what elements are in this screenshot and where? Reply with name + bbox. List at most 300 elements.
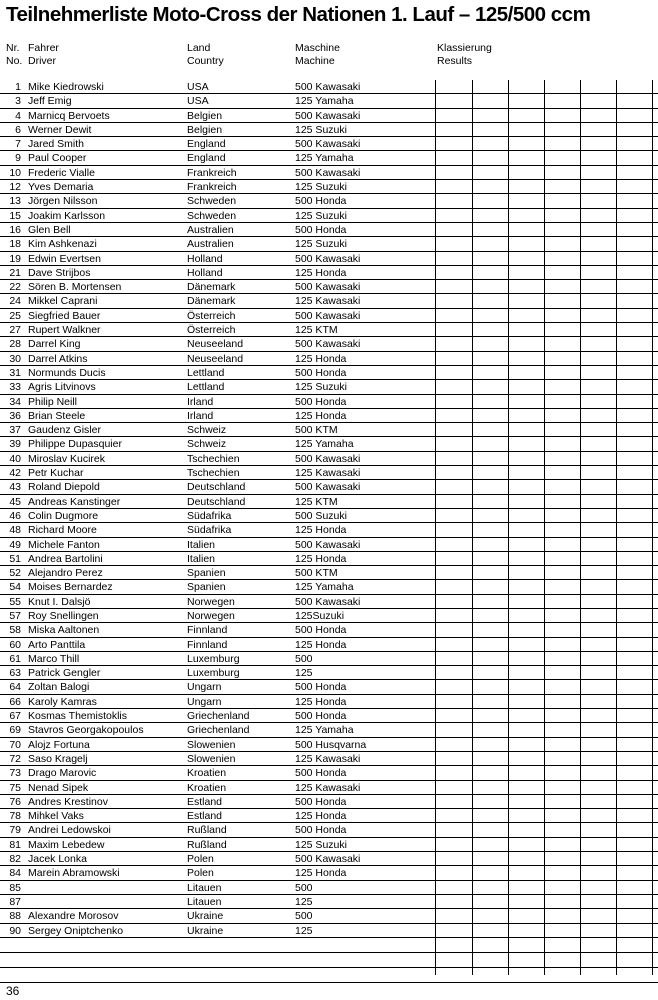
driver-name: Andrei Ledowskoi <box>28 824 111 837</box>
header-country-en: Country <box>187 55 224 67</box>
machine: 125 Honda <box>295 695 347 708</box>
row-number: 24 <box>9 295 21 308</box>
country: Ungarn <box>187 681 222 694</box>
driver-name: Sören B. Mortensen <box>28 281 122 294</box>
machine: 125 Yamaha <box>295 152 354 165</box>
country: Griechenland <box>187 724 250 737</box>
table-row <box>0 895 658 909</box>
table-row <box>0 552 658 566</box>
country: Tschechien <box>187 452 240 465</box>
header-country <box>187 42 224 68</box>
row-number: 21 <box>9 266 21 279</box>
driver-name: Brian Steele <box>28 409 86 422</box>
header-results <box>437 42 492 68</box>
table-row <box>0 495 658 509</box>
table-row <box>0 237 658 251</box>
table-row <box>0 924 658 938</box>
country: Österreich <box>187 324 236 337</box>
driver-name: Richard Moore <box>28 524 97 537</box>
machine: 125 Honda <box>295 810 347 823</box>
machine: 125 Suzuki <box>295 838 347 851</box>
country: Neuseeland <box>187 352 244 365</box>
table-row <box>0 280 658 294</box>
row-number: 7 <box>15 138 21 151</box>
country: Luxemburg <box>187 652 240 665</box>
country: Australien <box>187 223 234 236</box>
machine: 500 Husqvarna <box>295 738 367 751</box>
machine: 500 <box>295 910 313 923</box>
country: Kroatien <box>187 767 227 780</box>
driver-name: Edwin Evertsen <box>28 252 101 265</box>
table-row <box>0 366 658 380</box>
machine: 500 Kawasaki <box>295 481 361 494</box>
machine: 500 Kawasaki <box>295 138 361 151</box>
machine: 500 Honda <box>295 195 347 208</box>
driver-name: Paul Cooper <box>28 152 87 165</box>
row-number: 49 <box>9 538 21 551</box>
header-nr-en: No. <box>6 55 23 67</box>
row-number: 4 <box>15 109 21 122</box>
table-row <box>0 166 658 180</box>
driver-name: Colin Dugmore <box>28 509 99 522</box>
machine: 500 Kawasaki <box>295 166 361 179</box>
row-number: 81 <box>9 838 21 851</box>
table-row <box>0 423 658 437</box>
table-row <box>0 752 658 766</box>
row-number: 75 <box>9 781 21 794</box>
machine: 500 Honda <box>295 710 347 723</box>
empty-row <box>0 938 658 953</box>
country: Südafrika <box>187 524 232 537</box>
country: Belgien <box>187 123 223 136</box>
table-row <box>0 652 658 666</box>
machine: 125 Kawasaki <box>295 781 361 794</box>
row-number: 22 <box>9 281 21 294</box>
country: Finnland <box>187 638 228 651</box>
country: Griechenland <box>187 710 250 723</box>
header-results-en: Results <box>437 55 473 67</box>
row-number: 72 <box>9 752 21 765</box>
row-number: 54 <box>9 581 21 594</box>
country: Estland <box>187 810 223 823</box>
machine: 125 Honda <box>295 266 347 279</box>
row-number: 30 <box>9 352 21 365</box>
driver-name: Normunds Ducis <box>28 366 106 379</box>
table-row <box>0 294 658 308</box>
table-row <box>0 180 658 194</box>
country: Frankreich <box>187 181 237 194</box>
machine: 125 Yamaha <box>295 724 354 737</box>
machine: 125 Kawasaki <box>295 467 361 480</box>
country: Tschechien <box>187 467 240 480</box>
driver-name: Marco Thill <box>28 652 80 665</box>
table-row <box>0 437 658 451</box>
table-row <box>0 709 658 723</box>
table-row <box>0 909 658 923</box>
row-number: 84 <box>9 867 21 880</box>
table-row <box>0 266 658 280</box>
row-number: 87 <box>9 895 21 908</box>
table-row <box>0 723 658 737</box>
table-row <box>0 509 658 523</box>
row-number: 51 <box>9 552 21 565</box>
driver-name: Mike Kiedrowski <box>28 81 104 93</box>
row-number: 57 <box>9 609 21 622</box>
machine: 500 Honda <box>295 824 347 837</box>
driver-name: Andreas Kanstinger <box>28 495 121 508</box>
header-driver <box>28 42 59 68</box>
row-number: 78 <box>9 810 21 823</box>
table-row <box>0 695 658 709</box>
table-row <box>0 595 658 609</box>
row-number: 3 <box>15 95 21 108</box>
driver-name: Alexandre Morosov <box>28 910 119 923</box>
machine: 125 Yamaha <box>295 438 354 451</box>
country: Deutschland <box>187 481 246 494</box>
table-row <box>0 80 658 94</box>
row-number: 76 <box>9 795 21 808</box>
table-row <box>0 666 658 680</box>
table-row <box>0 738 658 752</box>
machine: 500 Kawasaki <box>295 452 361 465</box>
machine: 125 Suzuki <box>295 209 347 222</box>
table-row <box>0 609 658 623</box>
machine: 125 Honda <box>295 638 347 651</box>
machine: 125 Suzuki <box>295 123 347 136</box>
table-row <box>0 781 658 795</box>
country: Dänemark <box>187 295 236 308</box>
country: Slowenien <box>187 738 236 751</box>
driver-name: Andres Krestinov <box>28 795 108 808</box>
header-machine <box>295 42 340 68</box>
country: Lettland <box>187 381 225 394</box>
country: Kroatien <box>187 781 227 794</box>
driver-name: Werner Dewit <box>28 123 92 136</box>
table-row <box>0 852 658 866</box>
machine: 500 KTM <box>295 424 338 437</box>
country: Irland <box>187 395 214 408</box>
table-row <box>0 309 658 323</box>
driver-name: Miroslav Kucirek <box>28 452 106 465</box>
table-row <box>0 94 658 108</box>
driver-name: Patrick Gengler <box>28 667 101 680</box>
table-row <box>0 209 658 223</box>
country: Schweden <box>187 209 237 222</box>
driver-name: Zoltan Balogi <box>28 681 90 694</box>
header-machine-de: Maschine <box>295 42 340 54</box>
table-row <box>0 838 658 852</box>
row-number: 12 <box>9 181 21 194</box>
country: Ukraine <box>187 924 224 937</box>
table-row <box>0 409 658 423</box>
country: Südafrika <box>187 509 232 522</box>
country: Schweden <box>187 195 237 208</box>
row-number: 66 <box>9 695 21 708</box>
driver-name: Roy Snellingen <box>28 609 99 622</box>
table-row <box>0 795 658 809</box>
machine: 500 KTM <box>295 567 338 580</box>
row-number: 85 <box>9 881 21 894</box>
participant-list <box>0 80 658 983</box>
machine: 500 Kawasaki <box>295 595 361 608</box>
country: Rußland <box>187 838 227 851</box>
driver-name: Drago Marovic <box>28 767 97 780</box>
table-row <box>0 823 658 837</box>
table-row <box>0 123 658 137</box>
driver-name: Jeff Emig <box>28 95 72 108</box>
machine: 125 Yamaha <box>295 581 354 594</box>
machine: 500 Honda <box>295 366 347 379</box>
country: USA <box>187 95 209 108</box>
header-driver-de: Fahrer <box>28 42 59 54</box>
country: Norwegen <box>187 609 235 622</box>
row-number: 82 <box>9 853 21 866</box>
machine: 125 Suzuki <box>295 381 347 394</box>
machine: 125 Suzuki <box>295 181 347 194</box>
driver-name: Yves Demaria <box>28 181 94 194</box>
header-machine-en: Machine <box>295 55 335 67</box>
row-number: 43 <box>9 481 21 494</box>
driver-name: Knut I. Dalsjö <box>28 595 91 608</box>
row-number: 1 <box>15 81 21 93</box>
table-row <box>0 480 658 494</box>
country: Dänemark <box>187 281 236 294</box>
machine: 125Suzuki <box>295 609 345 622</box>
table-row <box>0 638 658 652</box>
country: Rußland <box>187 824 227 837</box>
header-nr-de: Nr. <box>6 42 20 54</box>
row-number: 13 <box>9 195 21 208</box>
table-row <box>0 151 658 165</box>
driver-name: Siegfried Bauer <box>28 309 101 322</box>
table-row <box>0 809 658 823</box>
row-number: 39 <box>9 438 21 451</box>
driver-name: Roland Diepold <box>28 481 100 494</box>
country: Slowenien <box>187 752 236 765</box>
country: Irland <box>187 409 214 422</box>
table-row <box>0 452 658 466</box>
row-number: 16 <box>9 223 21 236</box>
row-number: 40 <box>9 452 21 465</box>
machine: 500 Kawasaki <box>295 252 361 265</box>
empty-row <box>0 953 658 968</box>
row-number: 52 <box>9 567 21 580</box>
machine: 500 Honda <box>295 395 347 408</box>
row-number: 34 <box>9 395 21 408</box>
row-number: 10 <box>9 166 21 179</box>
empty-row <box>0 968 658 983</box>
machine: 500 Suzuki <box>295 509 347 522</box>
driver-name: Dave Strijbos <box>28 266 91 279</box>
driver-name: Andrea Bartolini <box>28 552 103 565</box>
machine: 500 Kawasaki <box>295 338 361 351</box>
row-number: 25 <box>9 309 21 322</box>
row-number: 88 <box>9 910 21 923</box>
driver-name: Alojz Fortuna <box>28 738 90 751</box>
country: Holland <box>187 252 223 265</box>
table-row <box>0 323 658 337</box>
header-driver-en: Driver <box>28 55 56 67</box>
driver-name: Kim Ashkenazi <box>28 238 97 251</box>
table-row <box>0 252 658 266</box>
row-number: 46 <box>9 509 21 522</box>
table-row <box>0 352 658 366</box>
row-number: 45 <box>9 495 21 508</box>
driver-name: Rupert Walkner <box>28 324 101 337</box>
machine: 500 <box>295 652 313 665</box>
driver-name: Jacek Lonka <box>28 853 87 866</box>
driver-name: Marnicq Bervoets <box>28 109 110 122</box>
driver-name: Alejandro Perez <box>28 567 103 580</box>
header-results-de: Klassierung <box>437 42 492 54</box>
driver-name: Joakim Karlsson <box>28 209 106 222</box>
country: Italien <box>187 552 216 565</box>
machine: 500 Kawasaki <box>295 538 361 551</box>
machine: 500 Kawasaki <box>295 853 361 866</box>
row-number: 64 <box>9 681 21 694</box>
country: Polen <box>187 853 214 866</box>
table-row <box>0 194 658 208</box>
country: Litauen <box>187 895 222 908</box>
table-row <box>0 766 658 780</box>
table-row <box>0 337 658 351</box>
table-row <box>0 881 658 895</box>
row-number: 60 <box>9 638 21 651</box>
table-row <box>0 137 658 151</box>
driver-name: Gaudenz Gisler <box>28 424 101 437</box>
driver-name: Sergey Oniptchenko <box>28 924 124 937</box>
machine: 125 <box>295 895 313 908</box>
row-number: 55 <box>9 595 21 608</box>
table-row <box>0 380 658 394</box>
country: Finnland <box>187 624 228 637</box>
machine: 125 Honda <box>295 352 347 365</box>
row-number: 15 <box>9 209 21 222</box>
driver-name: Agris Litvinovs <box>28 381 96 394</box>
row-number: 69 <box>9 724 21 737</box>
header-country-de: Land <box>187 42 211 54</box>
row-number: 90 <box>9 924 21 937</box>
driver-name: Marein Abramowski <box>28 867 120 880</box>
machine: 500 <box>295 881 313 894</box>
country: Polen <box>187 867 214 880</box>
row-number: 33 <box>9 381 21 394</box>
country: Norwegen <box>187 595 235 608</box>
country: Belgien <box>187 109 223 122</box>
country: Ukraine <box>187 910 224 923</box>
country: Italien <box>187 538 216 551</box>
machine: 500 Honda <box>295 681 347 694</box>
country: Österreich <box>187 309 236 322</box>
driver-name: Philippe Dupasquier <box>28 438 122 451</box>
driver-name: Mikkel Caprani <box>28 295 98 308</box>
driver-name: Arto Panttila <box>28 638 86 651</box>
row-number: 58 <box>9 624 21 637</box>
table-row <box>0 623 658 637</box>
table-row <box>0 538 658 552</box>
table-row <box>0 223 658 237</box>
driver-name: Petr Kuchar <box>28 467 84 480</box>
driver-name: Kosmas Themistoklis <box>28 710 128 723</box>
table-row <box>0 866 658 880</box>
machine: 125 Yamaha <box>295 95 354 108</box>
machine: 125 KTM <box>295 495 338 508</box>
driver-name: Darrel King <box>28 338 81 351</box>
country: Ungarn <box>187 695 222 708</box>
machine: 125 Kawasaki <box>295 295 361 308</box>
driver-name: Maxim Lebedew <box>28 838 105 851</box>
driver-name: Mihkel Vaks <box>28 810 84 823</box>
machine: 500 Honda <box>295 767 347 780</box>
driver-name: Stavros Georgakopoulos <box>28 724 144 737</box>
country: Schweiz <box>187 424 227 437</box>
row-number: 9 <box>15 152 21 165</box>
driver-name: Nenad Sipek <box>28 781 89 794</box>
row-number: 19 <box>9 252 21 265</box>
table-row <box>0 395 658 409</box>
machine: 500 Kawasaki <box>295 81 361 93</box>
driver-name: Saso Kragelj <box>28 752 88 765</box>
driver-name: Karoly Kamras <box>28 695 97 708</box>
row-number: 28 <box>9 338 21 351</box>
row-number: 42 <box>9 467 21 480</box>
country: Lettland <box>187 366 225 379</box>
machine: 125 Kawasaki <box>295 752 361 765</box>
country: Luxemburg <box>187 667 240 680</box>
table-row <box>0 566 658 580</box>
table-row <box>0 109 658 123</box>
machine: 125 Honda <box>295 409 347 422</box>
machine: 125 <box>295 667 313 680</box>
table-row <box>0 523 658 537</box>
machine: 125 Honda <box>295 867 347 880</box>
driver-name: Glen Bell <box>28 223 71 236</box>
row-number: 37 <box>9 424 21 437</box>
driver-name: Miska Aaltonen <box>28 624 100 637</box>
country: Schweiz <box>187 438 227 451</box>
machine: 500 Kawasaki <box>295 309 361 322</box>
machine: 125 KTM <box>295 324 338 337</box>
table-row <box>0 580 658 594</box>
machine: 500 Honda <box>295 223 347 236</box>
driver-name: Michele Fanton <box>28 538 100 551</box>
table-row <box>0 680 658 694</box>
driver-name: Darrel Atkins <box>28 352 88 365</box>
row-number: 63 <box>9 667 21 680</box>
driver-name: Philip Neill <box>28 395 78 408</box>
row-number: 18 <box>9 238 21 251</box>
row-number: 36 <box>9 409 21 422</box>
country: England <box>187 152 226 165</box>
country: Spanien <box>187 581 226 594</box>
country: England <box>187 138 226 151</box>
driver-name: Frederic Vialle <box>28 166 95 179</box>
row-number: 70 <box>9 738 21 751</box>
row-number: 61 <box>9 652 21 665</box>
machine: 500 Kawasaki <box>295 281 361 294</box>
page-number: 36 <box>6 984 20 998</box>
row-number: 27 <box>9 324 21 337</box>
country: Holland <box>187 266 223 279</box>
row-number: 67 <box>9 710 21 723</box>
row-number: 73 <box>9 767 21 780</box>
country: Australien <box>187 238 234 251</box>
machine: 125 Suzuki <box>295 238 347 251</box>
machine: 500 Honda <box>295 795 347 808</box>
country: USA <box>187 81 209 93</box>
driver-name: Jared Smith <box>28 138 85 151</box>
machine: 125 <box>295 924 313 937</box>
